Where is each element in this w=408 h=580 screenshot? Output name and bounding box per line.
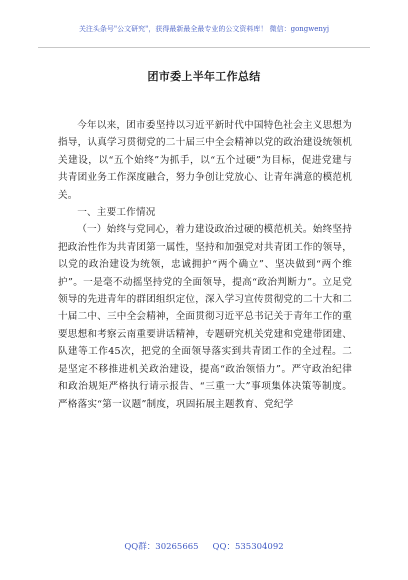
footer-qq-number: QQ：535304092 <box>212 542 284 552</box>
header-divider <box>38 47 370 48</box>
intro-paragraph: 今年以来，团市委坚持以习近平新时代中国特色社会主义思想为指导，认真学习贯彻党的二十届三中全会精神以党的政治建设统领机关建设，以“五个始终”为抓手，以“五个过硬”为目标，促进党建与共青团业务工作深度融合，努力争创让党放心、让青年满意的模范机关。 <box>58 120 352 201</box>
section-heading: 一、主要工作情况 <box>77 207 156 219</box>
header-promo-note: 关注头条号"公文研究"，获得最新最全最专业的公文资料库！ 微信：gongwenyj <box>78 25 330 33</box>
document-body <box>58 117 352 413</box>
document-title: 团市委上半年工作总结 <box>147 70 261 83</box>
footer-contact <box>0 540 408 552</box>
footer-qq-group: QQ群：30265665 <box>124 542 199 552</box>
subsection-paragraph: （一）始终与党同心，着力建设政治过硬的模范机关。始终坚持把政治性作为共青团第一属性，坚持和加强党对共青团工作的领导，以党的政治建设为统领，忠诚拥护“两个确立”、坚决做到“两个维护”。一是毫不动摇坚持党的全面领导，提高“政治判断力”。立足党领导的先进青年的群团组织定位，深入学习宣传贯彻党的二十大和二十届二中、三中全会精神，全面贯彻习近平总书记关于青年工作的重要思想和考察云南重要讲话精神，专题研究机关党建和党建带团建、队建等工作45次，把党的全面领导落实到共青团工作的全过程。二是坚定不移推进机关政治建设，提高“政治领悟力”。严守政治纪律和政治规矩严格执行请示报告、“三重一大”事项集体决策等制度。严格落实“第一议题”制度，巩固拓展主题教育、党纪学 <box>58 224 352 410</box>
